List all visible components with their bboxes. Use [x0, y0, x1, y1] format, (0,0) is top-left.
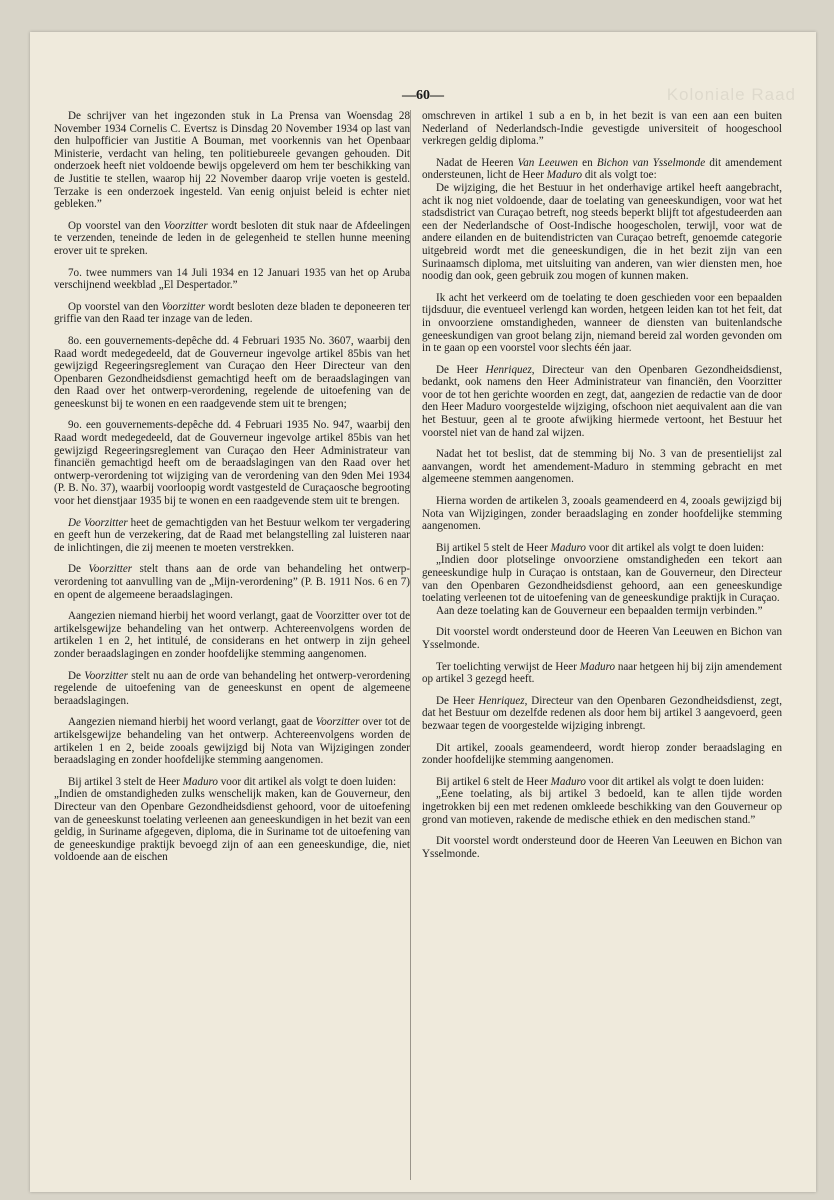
paragraph: Op voorstel van den Voorzitter wordt besloten deze bladen te deponeeren ter griffie van den Raad ter inzage van de leden. [54, 300, 410, 326]
column-divider [410, 110, 411, 1180]
left-column [54, 110, 410, 873]
paragraph: Dit artikel, zooals geamendeerd, wordt hierop zonder beraadslaging en zonder hoofdelijke stemming aangenomen. [422, 741, 782, 767]
paragraph: Bij artikel 3 stelt de Heer Maduro voor dit artikel als volgt te doen luiden: [68, 775, 397, 788]
paragraph: De wijziging, die het Bestuur in het onderhavige artikel heeft aangebracht, acht ik nog niet voldoende, daar de toelating van geneeskundigen, voor wat het stadsdistrict van Curaçao betreft, nog steeds beperkt blijft tot afgestudeerden aan een der Nederlandsche of Oost-Indische hoogescholen, terwijl, voor wat de andere eilanden en de buitendistricten van Curaçao betreft, genoemde categorie uitgebreid wordt met die geneeskundigen, die in het bezit zijn van een Surinaamsch diploma, met uitsluiting van anderen, van wier diensten men, hoe noodig dan ook, geen gebruik zou mogen of kunnen maken. [422, 181, 782, 283]
paragraph: Bij artikel 6 stelt de Heer Maduro voor dit artikel als volgt te doen luiden: [436, 775, 765, 788]
paragraph: Nadat het tot beslist, dat de stemming bij No. 3 van de presentielijst zal aanvangen, wordt het amendement-Maduro in stemming gebracht en met algemeene stemmen aangenomen. [422, 448, 782, 486]
paragraph: Aangezien niemand hierbij het woord verlangt, gaat de Voorzitter over tot de artikelsgewijze behandeling van het ontwerp. Achtereenvolgens worden de artikelen 1 en 2, het intitulé, de considerans en het ontwerp in zijn geheel zonder beraadslagingen en zonder hoofdelijke stemming aangenomen. [54, 610, 410, 660]
paragraph: De Heer Henriquez, Directeur van den Openbaren Gezondheidsdienst, zegt, dat het Bestuur om dezelfde redenen als door hem bij artikel 3 aangevoerd, geen bezwaar tegen de voorgestelde wijziging inbrengt. [422, 694, 782, 732]
watermark: Koloniale Raad [666, 85, 796, 104]
paragraph: Aangezien niemand hierbij het woord verlangt, gaat de Voorzitter over tot de artikelsgewijze behandeling van het ontwerp. Achtereenvolgens worden de artikelen 1 en 2, beide zooals gewijzigd bij Nota van Wijzigingen zonder beraadslaging en zonder hoofdelijke stemming aangenomen. [54, 716, 410, 767]
right-column [422, 110, 782, 869]
paragraph: Nadat de Heeren Van Leeuwen en Bichon van Ysselmonde dit amendement ondersteunen, licht de Heer Maduro dit als volgt toe: [422, 156, 782, 182]
quoted-paragraph: „Indien door plotselinge onvoorziene omstandigheden een tekort aan geneeskundige hulp in Curaçao is ontstaan, kan de Gouverneur, den Directeur van den Openbaren Gezondheidsdienst gehoord, aan een geneeskundige toelating verleenen tot de uitoefening van de geneeskundige praktijk in Curaçao. [422, 554, 782, 605]
paragraph: Op voorstel van den Voorzitter wordt besloten dit stuk naar de Afdeelingen te verzenden, teneinde de leden in de gelegenheid te stellen hunne meening erover uit te spreken. [54, 219, 410, 257]
quoted-paragraph: „Indien de omstandigheden zulks wenschelijk maken, kan de Gouverneur, den Directeur van den Openbare Gezondheidsdienst gehoord, voor de uitoefening van de geneeskunst toelating verleenen aan geneeskundigen in het bezit van een geldig, in Suriname afgegeven, diploma, die in Suriname tot de uitoefening van de geneeskundige praktijk bevoegd zijn of aan een geneeskundige, die, niet voldoende aan de eischen [54, 788, 410, 864]
paragraph: De Voorzitter stelt nu aan de orde van behandeling het ontwerp-verordening regelende de uitoefening van de geneeskunst en opent de algemeene beraadslagingen. [54, 669, 410, 707]
quoted-paragraph: Aan deze toelating kan de Gouverneur een bepaalden termijn verbinden.” [436, 604, 763, 617]
document-page [30, 32, 816, 1192]
quoted-paragraph: „Eene toelating, als bij artikel 3 bedoeld, kan te allen tijde worden ingetrokken bij een met redenen omkleede beschikking van den Gouverneur op grond van motieven, rakende de medische ethiek en den medischen stand.” [422, 788, 782, 826]
paragraph: Dit voorstel wordt ondersteund door de Heeren Van Leeuwen en Bichon van Ysselmonde. [422, 835, 782, 860]
paragraph: 7o. twee nummers van 14 Juli 1934 en 12 Januari 1935 van het op Aruba verschijnend weekblad „El Despertador.” [54, 266, 410, 292]
paragraph: Dit voorstel wordt ondersteund door de Heeren Van Leeuwen en Bichon van Ysselmonde. [422, 626, 782, 651]
paragraph: Bij artikel 5 stelt de Heer Maduro voor dit artikel als volgt te doen luiden: [436, 541, 765, 554]
paragraph: De Heer Henriquez, Directeur van den Openbaren Gezondheidsdienst, bedankt, ook namens den Heer Administrateur van financiën, den Voorzitter voor de tot hen gerichte woorden en zegt, dat, aangezien de redactie van de door den Heer Maduro voorgestelde wijziging, ofschoon niet aequivalent aan die van het Bestuur, geen al te groote afwijking hiermede vertoont, het Bestuur het voorstel niet van de hand zal wijzen. [422, 363, 782, 439]
paragraph: Hierna worden de artikelen 3, zooals geamendeerd en 4, zooals gewijzigd bij Nota van Wijzigingen, zonder beraadslaging en zonder hoofdelijke stemming aangenomen. [422, 495, 782, 533]
page-number: —60— [402, 88, 444, 103]
paragraph: De Voorzitter stelt thans aan de orde van behandeling het ontwerp-verordening tot aanvulling van de „Mijn-verordening” (P. B. 1911 Nos. 6 en 7) en opent de algemeene beraadslagingen. [54, 563, 410, 601]
paragraph: 8o. een gouvernements-depêche dd. 4 Februari 1935 No. 3607, waarbij den Raad wordt medegedeeld, dat de Gouverneur ingevolge artikel 85bis van het gewijzigd Regeeringsreglement van Curaçao den Heer Directeur van den Openbaren Gezondheidsdienst gemachtigd heeft om de beraadslagingen van den Raad over het ontwerp-verordening, regelende de uitoefening van de geneeskunst bij te wonen en een raadgevende stem uit te brengen; [54, 334, 410, 410]
paragraph: Ik acht het verkeerd om de toelating te doen geschieden voor een bepaalden tijdsduur, die eventueel verlengd kan worden, hetgeen leiden kan tot het feit, dat in onvoorziene omstandigheden, wanneer de diensten van buitenlandsche geneeskundigen van groot belang zijn, niemand bereid zal worden gevonden om in te gaan op een voorstel voor slechts één jaar. [422, 291, 782, 355]
paragraph: De Voorzitter heet de gemachtigden van het Bestuur welkom ter vergadering en geeft hun de verzekering, dat de Raad met belangstelling zal luisteren naar de inlichtingen, die zij meenen te moeten verstrekken. [54, 516, 410, 554]
paragraph: omschreven in artikel 1 sub a en b, in het bezit is van een aan een buiten Nederland of Nederlandsch-Indie gevestigde universiteit of hoogeschool verkregen geldig diploma.” [422, 110, 782, 148]
paragraph: De schrijver van het ingezonden stuk in La Prensa van Woensdag 28 November 1934 Cornelis C. Evertsz is Dinsdag 20 November 1934 op last van den hulpofficier van Justitie A Bouman, met voorkennis van het Openbaar Ministerie, verdacht van heling, ten politiebureele gevangen gehouden. Dit onderzoek heeft niet voldoende bewijs opgeleverd om hem ter beschikking van de Justitie te stellen, waarop hij 22 November daarop vrije voeten is gesteld. Terzake is een onderzoek ingesteld. Van eenig onjuist beleid is echter niet gebleken.” [54, 110, 410, 211]
paragraph: 9o. een gouvernements-depêche dd. 4 Februari 1935 No. 947, waarbij den Raad wordt medegedeeld, dat de Gouverneur ingevolge artikel 85bis van het gewijzigd Regeeringsreglement van Curaçao den Heer Administrateur van financiën gemachtigd heeft om de beraadslagingen van den Raad over het ontwerp-verordening tot wijziging van de verordening van den 9den Mei 1934 (P. B. No. 37), waarbij voorloopig wordt vastgesteld de Curaçaosche begrooting voor het dienstjaar 1935 bij te wonen en een raadgevende stem uit te brengen. [54, 419, 410, 508]
paragraph: Ter toelichting verwijst de Heer Maduro naar hetgeen hij bij zijn amendement op artikel 3 gezegd heeft. [422, 660, 783, 686]
